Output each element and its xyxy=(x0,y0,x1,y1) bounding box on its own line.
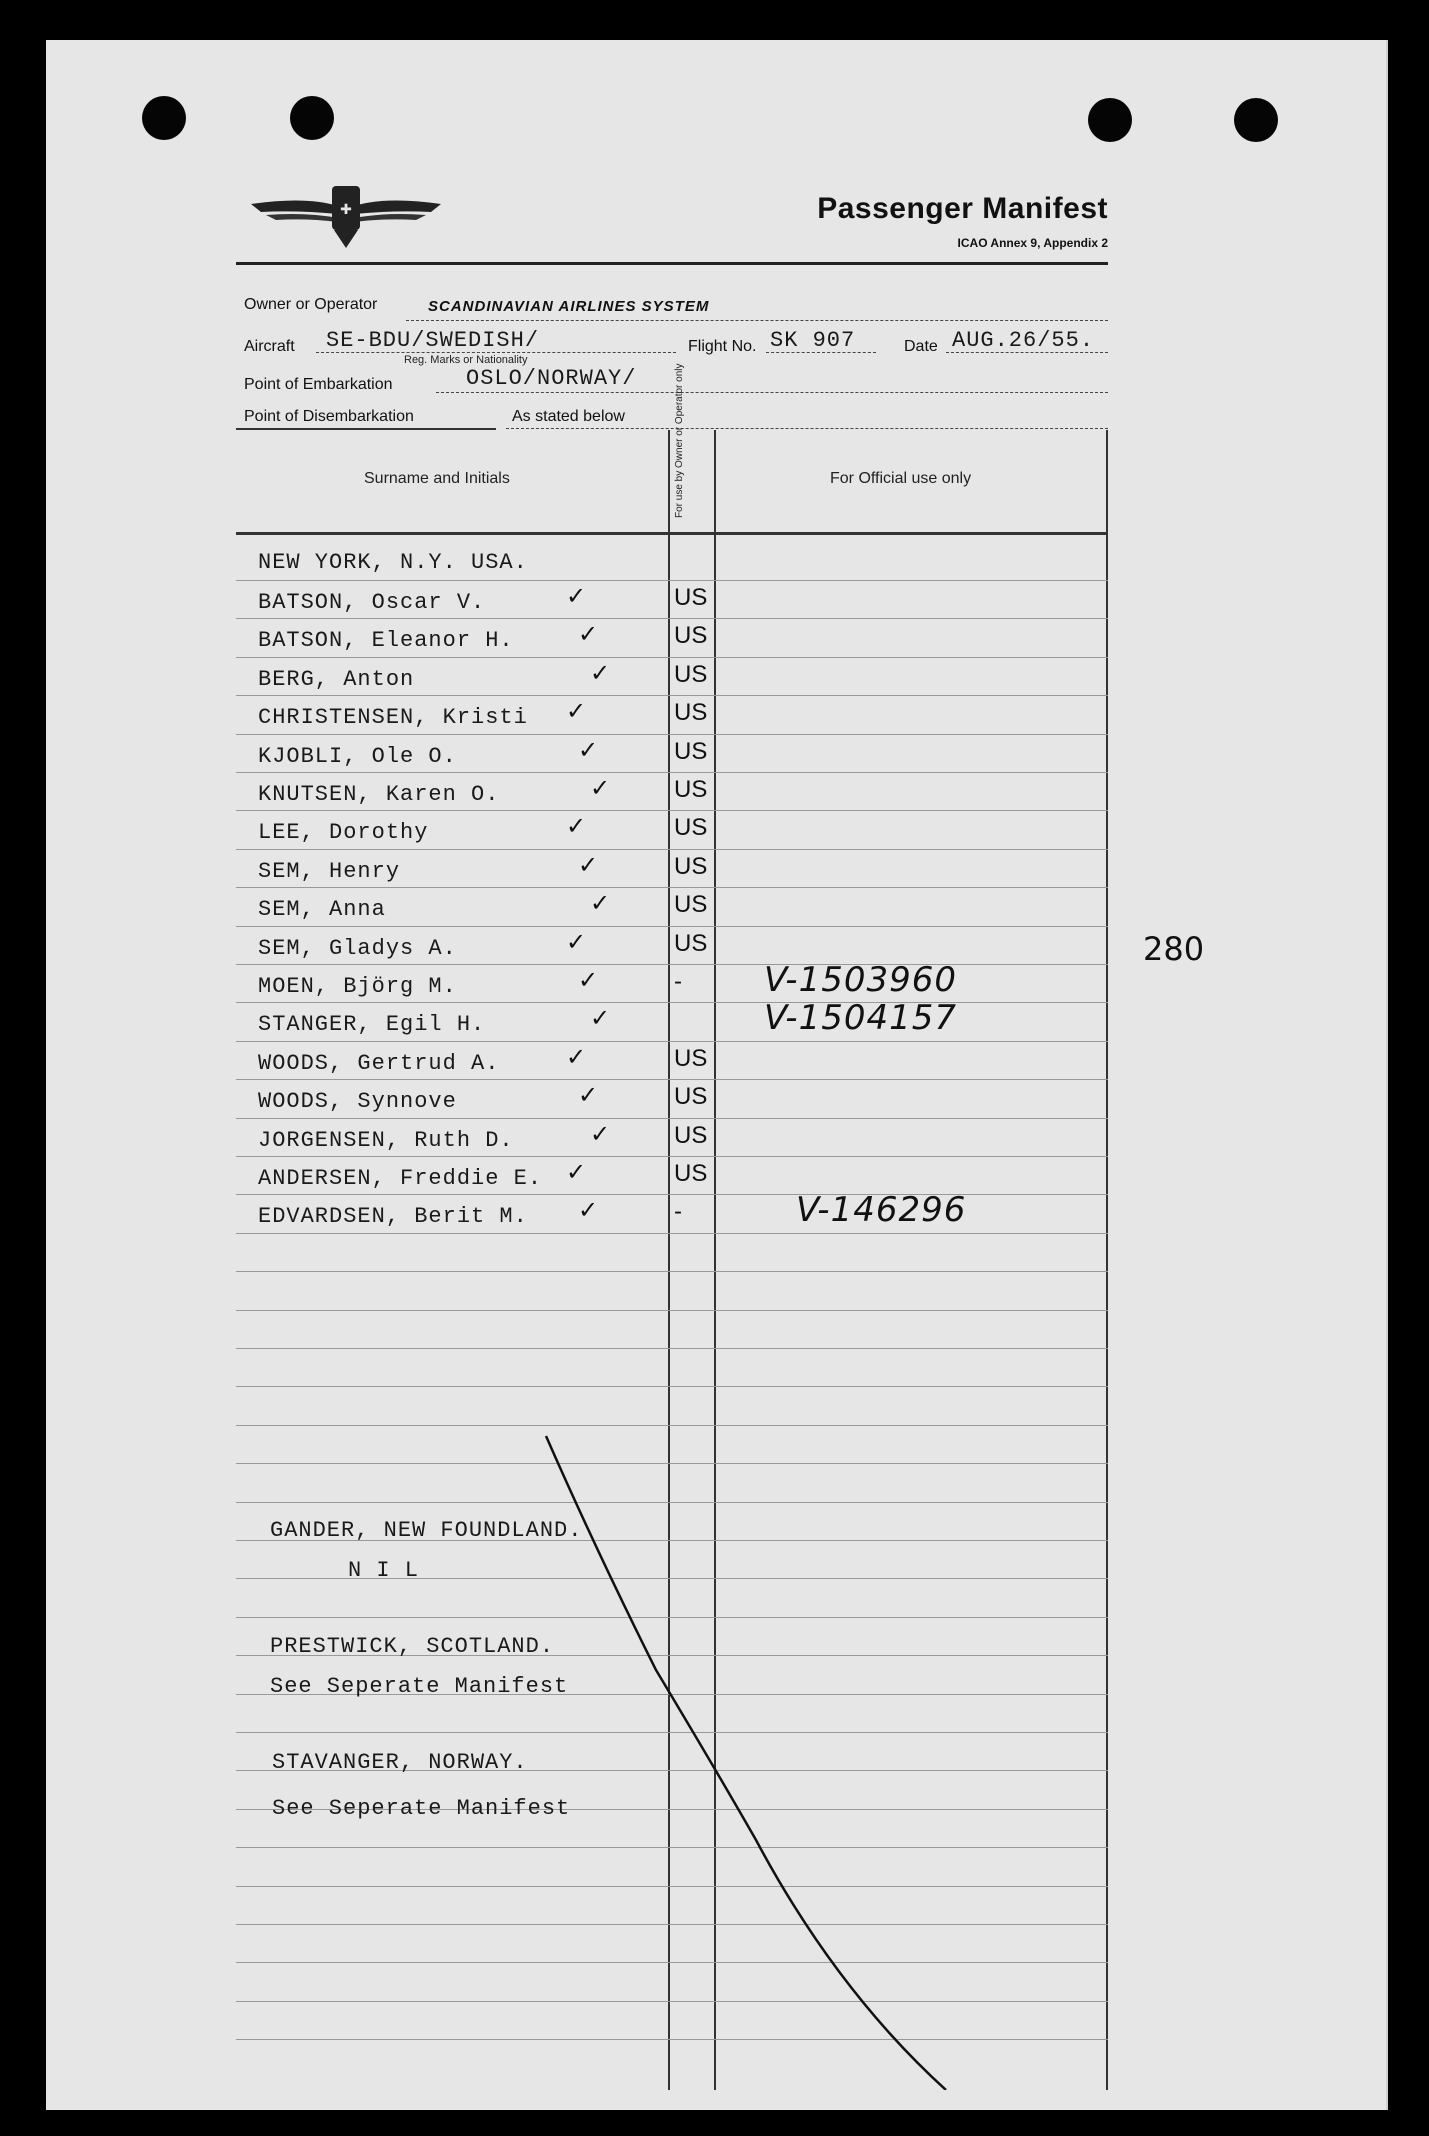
aircraft-line xyxy=(316,352,676,353)
check-mark-icon: ✓ xyxy=(578,1082,599,1110)
passenger-name: ANDERSEN, Freddie E. xyxy=(258,1166,543,1191)
passenger-name: EDVARDSEN, Berit M. xyxy=(258,1204,528,1230)
pen-strike-line xyxy=(236,430,1108,2090)
owner-use-mark: US xyxy=(674,776,708,803)
official-note: V-1503960 xyxy=(764,960,957,1000)
embarkation-line xyxy=(436,392,1108,393)
column-header-owner-use: For use by Owner or Operator only xyxy=(674,363,685,518)
check-mark-icon: ✓ xyxy=(590,1120,611,1148)
check-mark-icon: ✓ xyxy=(566,928,587,956)
check-mark-icon: ✓ xyxy=(566,583,587,610)
disembarkation-label: Point of Disembarkation xyxy=(244,408,414,425)
check-mark-icon: ✓ xyxy=(590,775,611,802)
owner-use-mark: US xyxy=(674,929,708,957)
flight-value: SK 907 xyxy=(770,328,856,353)
owner-label: Owner or Operator xyxy=(244,296,378,313)
official-note: V-1504157 xyxy=(764,998,957,1039)
date-value: AUG.26/55. xyxy=(952,328,1095,353)
check-mark-icon: ✓ xyxy=(578,851,599,879)
column-header-official: For Official use only xyxy=(830,470,972,487)
passenger-name: LEE, Dorothy xyxy=(258,820,429,846)
stavanger-note: See Seperate Manifest xyxy=(272,1796,571,1821)
owner-use-mark: US xyxy=(674,1160,708,1187)
aircraft-label: Aircraft xyxy=(244,338,295,355)
manifest-form xyxy=(236,192,1108,2092)
passenger-name: SEM, Henry xyxy=(258,858,401,884)
check-mark-icon: ✓ xyxy=(590,1005,611,1033)
passenger-name: SEM, Anna xyxy=(258,897,386,923)
punch-hole xyxy=(1088,98,1132,142)
punch-hole xyxy=(290,96,334,140)
owner-value: SCANDINAVIAN AIRLINES SYSTEM xyxy=(428,298,710,315)
owner-use-mark: US xyxy=(674,1083,708,1111)
section-new-york: NEW YORK, N.Y. USA. xyxy=(258,550,528,575)
owner-use-mark: US xyxy=(674,584,708,611)
passenger-name: BERG, Anton xyxy=(258,666,415,692)
owner-use-mark: US xyxy=(674,1121,708,1149)
check-mark-icon: ✓ xyxy=(578,621,599,649)
owner-use-mark: US xyxy=(674,622,708,650)
owner-use-mark: US xyxy=(674,852,708,880)
owner-use-mark: US xyxy=(674,699,708,727)
passenger-name: KNUTSEN, Karen O. xyxy=(258,782,500,807)
svg-text:✚: ✚ xyxy=(340,201,352,217)
page-number: 280 xyxy=(1143,930,1205,968)
owner-use-mark: - xyxy=(674,968,682,995)
check-mark-icon: ✓ xyxy=(578,736,599,764)
form-subtitle: ICAO Annex 9, Appendix 2 xyxy=(957,236,1108,250)
airline-wings-logo xyxy=(246,182,446,252)
check-mark-icon: ✓ xyxy=(566,698,587,726)
section-gander: GANDER, NEW FOUNDLAND. xyxy=(270,1518,583,1543)
owner-use-mark: US xyxy=(674,814,708,842)
section-stavanger: STAVANGER, NORWAY. xyxy=(272,1750,528,1775)
passenger-name: BATSON, Oscar V. xyxy=(258,590,486,615)
punch-hole xyxy=(142,96,186,140)
embarkation-value: OSLO/NORWAY/ xyxy=(466,366,637,391)
flight-line xyxy=(766,352,876,353)
check-mark-icon: ✓ xyxy=(590,659,611,687)
check-mark-icon: ✓ xyxy=(566,1043,587,1071)
official-note: V-146296 xyxy=(796,1190,967,1231)
check-mark-icon: ✓ xyxy=(590,890,611,918)
passenger-name: WOODS, Synnove xyxy=(258,1089,457,1115)
aircraft-value: SE-BDU/SWEDISH/ xyxy=(326,328,540,353)
reg-nationality-label: Reg. Marks or Nationality xyxy=(404,354,528,366)
prestwick-note: See Seperate Manifest xyxy=(270,1674,569,1699)
column-header-name: Surname and Initials xyxy=(364,470,510,487)
header-divider xyxy=(236,262,1108,265)
gander-note: N I L xyxy=(348,1558,420,1583)
punch-hole xyxy=(1234,98,1278,142)
check-mark-icon: ✓ xyxy=(566,1159,587,1186)
embarkation-label: Point of Embarkation xyxy=(244,376,393,393)
passenger-name: SEM, Gladys A. xyxy=(258,935,457,961)
passenger-name: MOEN, Björg M. xyxy=(258,974,457,999)
check-mark-icon: ✓ xyxy=(566,813,587,841)
owner-use-mark: US xyxy=(674,1044,708,1072)
passenger-name: JORGENSEN, Ruth D. xyxy=(258,1127,514,1153)
check-mark-icon: ✓ xyxy=(578,967,599,994)
passenger-name: KJOBLI, Ole O. xyxy=(258,743,457,769)
owner-use-mark: US xyxy=(674,737,708,765)
owner-use-mark: US xyxy=(674,891,708,919)
passenger-name: BATSON, Eleanor H. xyxy=(258,628,514,654)
check-mark-icon: ✓ xyxy=(578,1197,599,1225)
owner-use-mark: US xyxy=(674,660,708,688)
passenger-name: WOODS, Gertrud A. xyxy=(258,1050,500,1076)
owner-use-mark: - xyxy=(674,1198,682,1226)
form-title: Passenger Manifest xyxy=(817,192,1108,225)
date-label: Date xyxy=(904,338,938,355)
section-prestwick: PRESTWICK, SCOTLAND. xyxy=(270,1634,555,1659)
date-line xyxy=(946,352,1108,353)
passenger-name: STANGER, Egil H. xyxy=(258,1012,486,1038)
owner-line xyxy=(406,320,1108,321)
passenger-name: CHRISTENSEN, Kristi xyxy=(258,705,528,731)
disembarkation-value: As stated below xyxy=(512,408,625,425)
flight-label: Flight No. xyxy=(688,338,757,355)
disembarkation-line-2 xyxy=(506,428,1108,429)
